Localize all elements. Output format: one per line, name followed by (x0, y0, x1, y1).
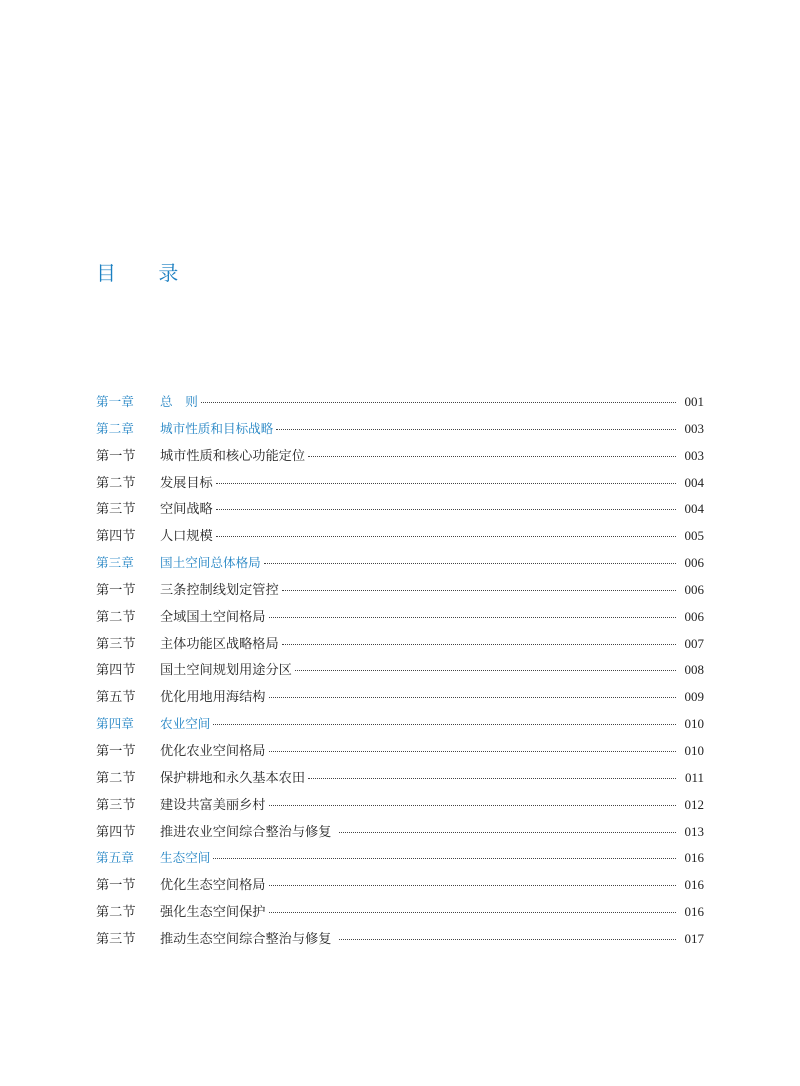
toc-entry-title: 城市性质和核心功能定位 (160, 448, 306, 464)
toc-entry-page-number: 004 (684, 474, 704, 490)
toc-entry-label: 第一节 (96, 448, 136, 464)
dot-leader (216, 483, 676, 484)
toc-entry-title: 优化农业空间格局 (160, 743, 266, 759)
toc-entry-label: 第二节 (96, 770, 136, 786)
toc-entry-label: 第二节 (96, 475, 136, 491)
toc-section-entry[interactable] (96, 738, 704, 765)
dot-leader (339, 832, 676, 833)
toc-entry-page-number: 003 (684, 447, 704, 463)
toc-entry-page-number: 016 (684, 850, 704, 866)
toc-entry-label: 第二节 (96, 905, 136, 921)
dot-leader (269, 617, 677, 618)
toc-entry-title: 城市性质和目标战略 (160, 420, 274, 436)
toc-entry-page-number: 012 (684, 796, 704, 812)
toc-section-entry[interactable] (96, 819, 704, 846)
dot-leader (339, 939, 676, 940)
dot-leader (264, 563, 676, 564)
toc-entry-title: 主体功能区战略格局 (160, 636, 279, 652)
toc-entry-label: 第三节 (96, 502, 136, 518)
toc-entry-label: 第五章 (96, 850, 134, 866)
dot-leader (276, 429, 676, 430)
dot-leader (269, 805, 677, 806)
toc-entry-title: 人口规模 (160, 529, 213, 545)
toc-entry-page-number: 016 (684, 877, 704, 893)
toc-section-entry[interactable] (96, 684, 704, 711)
toc-entry-title: 国土空间规划用途分区 (160, 663, 292, 679)
dot-leader (269, 751, 677, 752)
toc-entry-label: 第四节 (96, 529, 136, 545)
dot-leader (269, 697, 677, 698)
toc-section-entry[interactable] (96, 872, 704, 899)
dot-leader (269, 885, 677, 886)
toc-section-entry[interactable] (96, 604, 704, 631)
toc-entry-title: 保护耕地和永久基本农田 (160, 770, 306, 786)
toc-entry-title: 生态空间 (160, 850, 211, 866)
toc-entry-title: 三条控制线划定管控 (160, 582, 279, 598)
toc-section-entry[interactable] (96, 577, 704, 604)
toc-section-entry[interactable] (96, 765, 704, 792)
dot-leader (213, 724, 676, 725)
toc-section-entry[interactable] (96, 470, 704, 497)
toc-entry-page-number: 008 (684, 662, 704, 678)
dot-leader (213, 858, 676, 859)
toc-entry-title: 发展目标 (160, 475, 213, 491)
toc-entry-label: 第二章 (96, 420, 134, 436)
toc-section-entry[interactable] (96, 792, 704, 819)
toc-entry-label: 第三节 (96, 797, 136, 813)
toc-entry-label: 第一节 (96, 743, 136, 759)
toc-entry-title: 总 则 (160, 394, 198, 409)
dot-leader (282, 590, 676, 591)
toc-chapter-entry[interactable] (96, 550, 704, 577)
toc-entry-page-number: 009 (684, 689, 704, 705)
toc-entry-label: 第一章 (96, 394, 134, 409)
table-of-contents (96, 389, 704, 953)
toc-section-entry[interactable] (96, 926, 704, 953)
toc-entry-page-number: 003 (684, 420, 704, 436)
toc-entry-page-number: 004 (684, 501, 704, 517)
toc-entry-title: 空间战略 (160, 502, 213, 518)
toc-entry-label: 第三章 (96, 555, 134, 571)
toc-entry-label: 第四章 (96, 716, 134, 732)
toc-chapter-entry[interactable] (96, 389, 704, 416)
toc-entry-page-number: 006 (684, 581, 704, 597)
toc-entry-title: 优化生态空间格局 (160, 878, 266, 894)
toc-entry-page-number: 010 (684, 716, 704, 732)
toc-entry-label: 第三节 (96, 931, 136, 947)
toc-entry-page-number: 017 (684, 930, 704, 946)
page-title: 目 录 (96, 261, 197, 285)
toc-section-entry[interactable] (96, 631, 704, 658)
dot-leader (295, 670, 676, 671)
toc-section-entry[interactable] (96, 899, 704, 926)
toc-entry-page-number: 010 (684, 742, 704, 758)
toc-section-entry[interactable] (96, 443, 704, 470)
toc-entry-page-number: 011 (684, 769, 704, 785)
toc-entry-title: 强化生态空间保护 (160, 905, 266, 921)
toc-entry-label: 第二节 (96, 609, 136, 625)
toc-entry-page-number: 006 (684, 608, 704, 624)
toc-entry-title: 全域国土空间格局 (160, 609, 266, 625)
toc-entry-page-number: 007 (684, 635, 704, 651)
toc-entry-title: 建设共富美丽乡村 (160, 797, 266, 813)
toc-section-entry[interactable] (96, 657, 704, 684)
dot-leader (308, 778, 676, 779)
toc-entry-title: 优化用地用海结构 (160, 690, 266, 706)
toc-chapter-entry[interactable] (96, 845, 704, 872)
dot-leader (282, 644, 676, 645)
toc-entry-title: 推进农业空间综合整治与修复 (160, 824, 336, 840)
toc-entry-title: 国土空间总体格局 (160, 555, 261, 571)
toc-entry-title: 推动生态空间综合整治与修复 (160, 931, 336, 947)
toc-entry-page-number: 001 (684, 394, 704, 409)
toc-chapter-entry[interactable] (96, 416, 704, 443)
dot-leader (216, 509, 676, 510)
toc-entry-label: 第三节 (96, 636, 136, 652)
toc-entry-label: 第四节 (96, 663, 136, 679)
toc-entry-page-number: 005 (684, 528, 704, 544)
toc-chapter-entry[interactable] (96, 711, 704, 738)
toc-entry-page-number: 006 (684, 555, 704, 571)
toc-entry-label: 第四节 (96, 824, 136, 840)
dot-leader (201, 402, 676, 403)
toc-entry-label: 第一节 (96, 878, 136, 894)
toc-entry-label: 第一节 (96, 582, 136, 598)
dot-leader (308, 456, 676, 457)
toc-section-entry[interactable] (96, 496, 704, 523)
toc-entry-page-number: 013 (684, 823, 704, 839)
toc-section-entry[interactable] (96, 523, 704, 550)
dot-leader (269, 912, 677, 913)
dot-leader (216, 536, 676, 537)
toc-entry-page-number: 016 (684, 904, 704, 920)
toc-entry-title: 农业空间 (160, 716, 211, 732)
toc-entry-label: 第五节 (96, 690, 136, 706)
